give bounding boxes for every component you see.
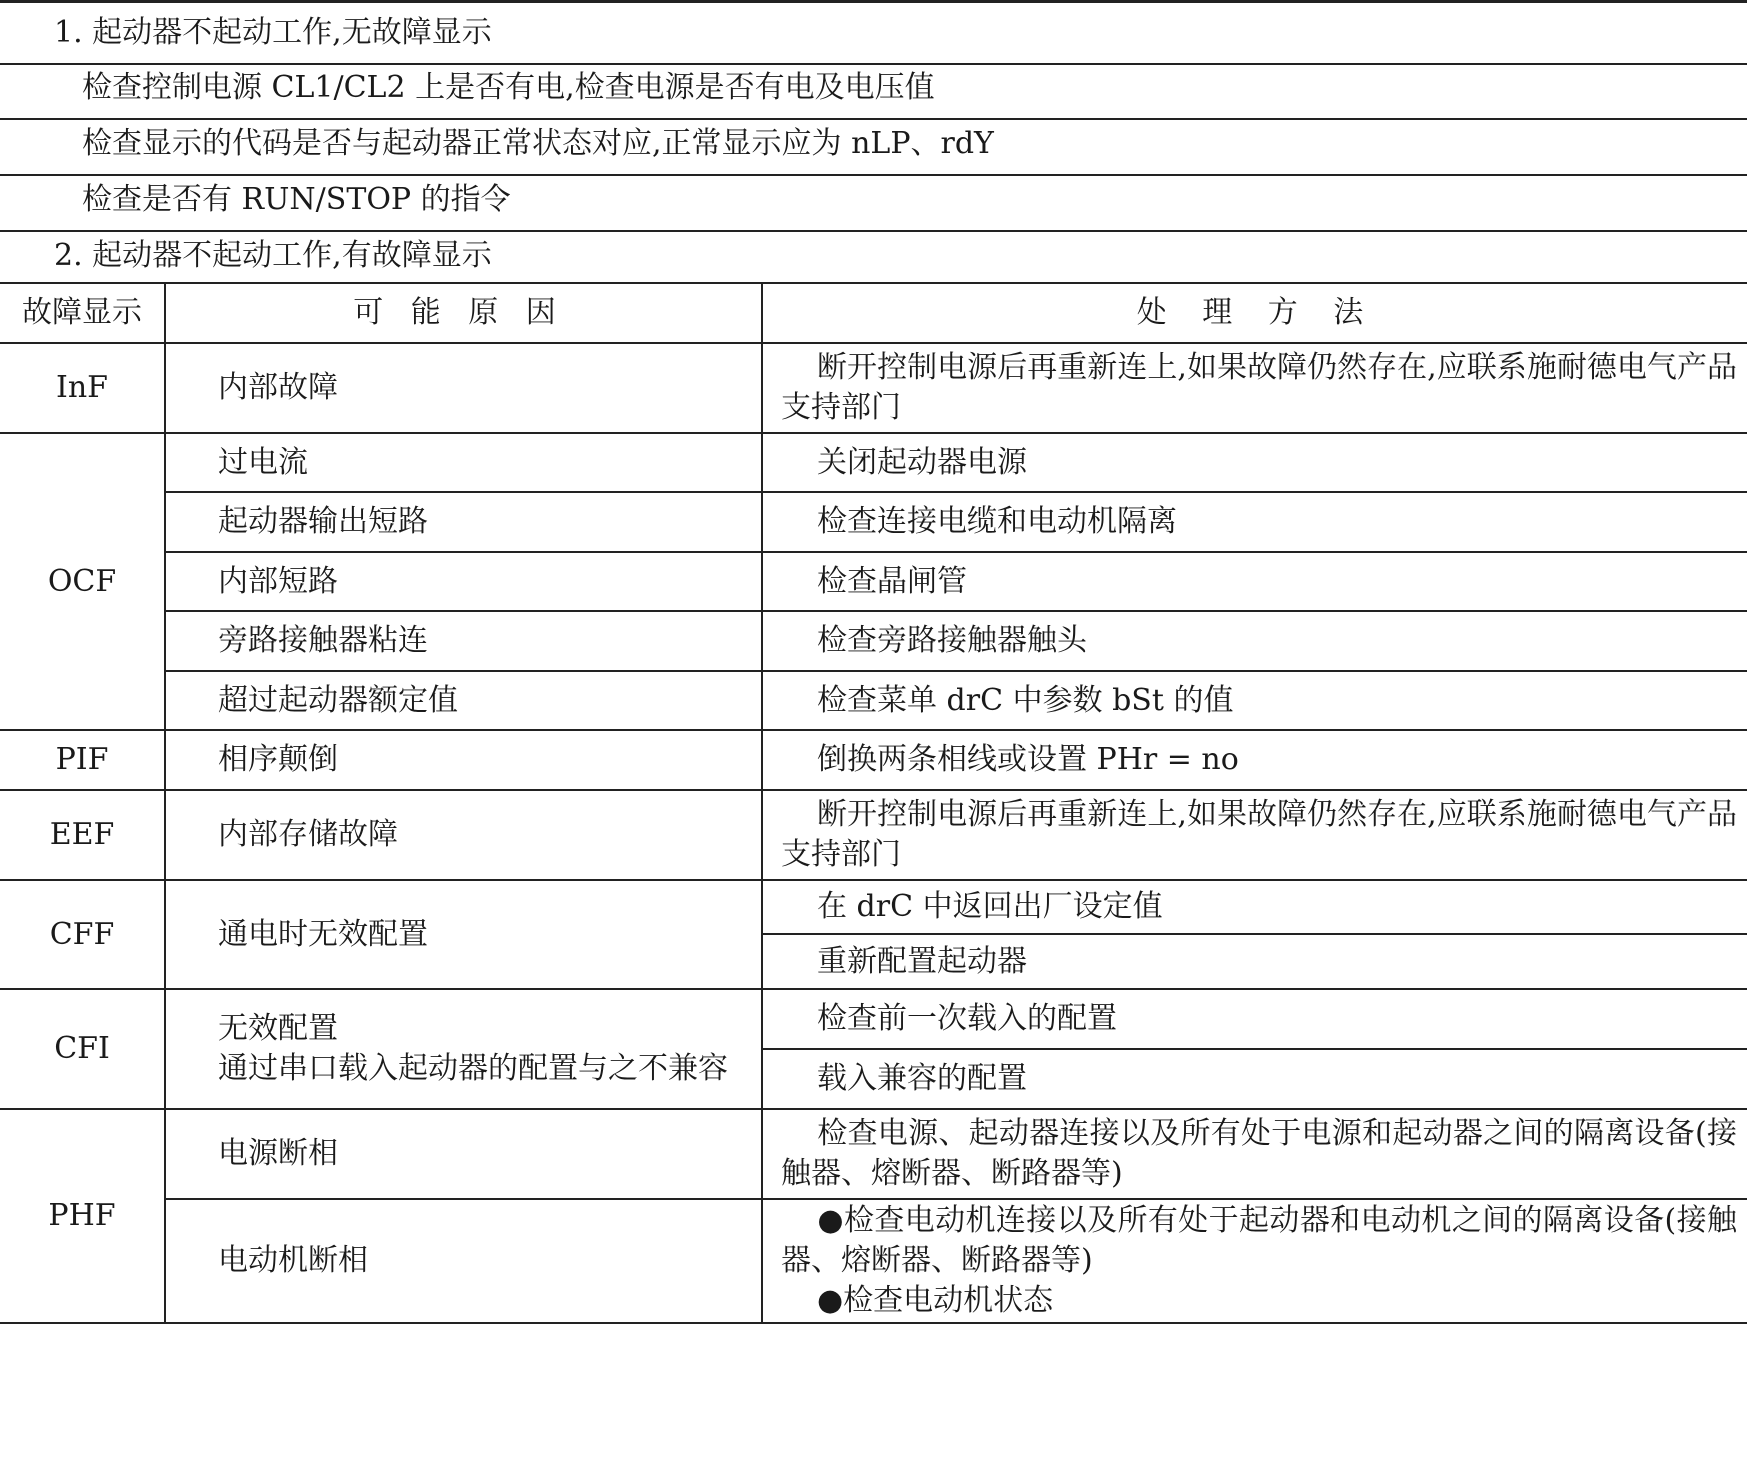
section-heading-2 [0,226,1747,284]
remedy-text: 重新配置起动器 [817,943,1027,979]
cause-cell: 内部短路 [165,552,762,611]
remedy-cell [762,730,1747,790]
table-row [0,730,1747,790]
remedy-cell [762,1049,1747,1109]
remedy-text: 关闭起动器电源 [817,444,1027,480]
remedy-text: 检查连接电缆和电动机隔离 [817,504,1177,539]
cause-cell [165,989,762,1109]
remedy-cell [762,343,1747,433]
cause-line: 无效配置 [218,1011,338,1046]
remedy-cell [762,611,1747,671]
remedy-cell [762,552,1747,611]
remedy-text: 在 drC 中返回出厂设定值 [817,889,1163,924]
check-item-run-stop-text: 检查是否有 RUN/STOP 的指令 [82,182,511,217]
remedy-text: 断开控制电源后再重新连上,如果故障仍然存在,应联系施耐德电气产品支持部门 [781,350,1737,425]
check-item-display-code-text: 检查显示的代码是否与起动器正常状态对应,正常显示应为 nLP、rdY [82,126,994,161]
table-row [0,1109,1747,1199]
table-row [0,880,1747,934]
remedy-text: 检查旁路接触器触头 [817,623,1087,658]
cause-cell: 起动器输出短路 [165,492,762,552]
header-fault-display: 故障显示 [0,283,165,343]
cause-cell: 过电流 [165,433,762,492]
check-item-power [0,58,1747,120]
cause-cell: 电动机断相 [165,1199,762,1323]
remedy-cell [762,671,1747,730]
cause-cell: 内部存储故障 [165,790,762,880]
remedy-text: 倒换两条相线或设置 PHr = no [817,742,1239,777]
table-row [0,989,1747,1049]
header-possible-cause: 可 能 原 因 [165,283,762,343]
remedy-cell [762,790,1747,880]
fault-table [0,282,1747,1324]
remedy-cell [762,433,1747,492]
cause-cell: 内部故障 [165,343,762,433]
check-item-run-stop [0,170,1747,232]
fault-code-ocf: OCF [0,433,165,730]
remedy-text: 检查晶闸管 [817,563,967,599]
fault-code-cff: CFF [0,880,165,989]
table-row [0,343,1747,433]
fault-code-cfi: CFI [0,989,165,1109]
remedy-text: 断开控制电源后再重新连上,如果故障仍然存在,应联系施耐德电气产品支持部门 [781,797,1737,872]
table-row [0,552,1747,611]
table-row [0,671,1747,730]
check-item-display-code [0,114,1747,176]
remedy-cell [762,934,1747,989]
section-heading-1-text: 1. 起动器不起动工作,无故障显示 [54,15,492,50]
check-item-power-text: 检查控制电源 CL1/CL2 上是否有电,检查电源是否有电及电压值 [82,70,935,105]
cause-cell: 电源断相 [165,1109,762,1199]
remedy-cell [762,492,1747,552]
cause-cell: 相序颠倒 [165,730,762,790]
remedy-cell [762,989,1747,1049]
table-row [0,1199,1747,1323]
fault-code-phf: PHF [0,1109,165,1323]
remedy-cell [762,1109,1747,1199]
table-header-row [0,283,1747,343]
header-remedy: 处 理 方 法 [762,283,1747,343]
remedy-cell [762,1199,1747,1323]
remedy-text: 检查电源、起动器连接以及所有处于电源和起动器之间的隔离设备(接触器、熔断器、断路器等) [781,1116,1737,1191]
cause-cell: 通电时无效配置 [165,880,762,989]
remedy-cell [762,880,1747,934]
fault-code-inf: InF [0,343,165,433]
remedy-text: 检查前一次载入的配置 [817,1001,1117,1036]
table-row [0,492,1747,552]
fault-code-eef: EEF [0,790,165,880]
fault-code-pif: PIF [0,730,165,790]
table-row [0,433,1747,492]
section-heading-2-text: 2. 起动器不起动工作,有故障显示 [54,238,492,273]
cause-line: 通过串口载入起动器的配置与之不兼容 [218,1051,728,1086]
cause-cell: 旁路接触器粘连 [165,611,762,671]
remedy-text: ●检查电动机状态 [817,1283,1054,1318]
table-row [0,790,1747,880]
table-row [0,611,1747,671]
section-heading-1 [0,3,1747,65]
remedy-text: 载入兼容的配置 [817,1061,1027,1096]
remedy-text: 检查菜单 drC 中参数 bSt 的值 [817,682,1234,718]
cause-cell: 超过起动器额定值 [165,671,762,730]
remedy-text: ●检查电动机连接以及所有处于起动器和电动机之间的隔离设备(接触器、熔断器、断路器等) [781,1203,1737,1278]
